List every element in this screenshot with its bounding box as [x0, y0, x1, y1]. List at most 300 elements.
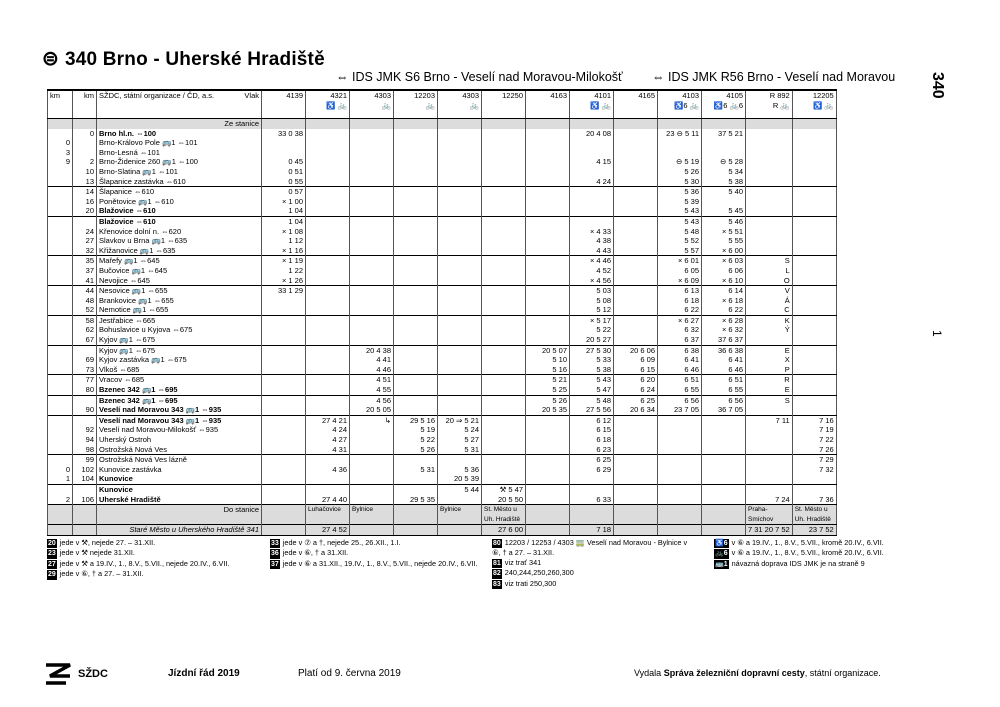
departure-time	[262, 474, 306, 484]
station-name: Bzenec 342 🚌1 ⇔695	[97, 385, 262, 395]
departure-time: × 6 01	[658, 256, 702, 266]
departure-time: 20 5 05	[350, 405, 394, 415]
departure-time	[792, 286, 836, 296]
station-name: Kunovice zastávka	[97, 465, 262, 475]
km-value-2: 92	[73, 425, 97, 435]
departure-time	[306, 335, 350, 345]
departure-time: 6 20	[614, 375, 658, 385]
departure-time	[350, 315, 394, 325]
departure-time	[438, 216, 482, 226]
departure-time	[614, 177, 658, 187]
departure-time: 7 16	[792, 415, 836, 425]
km-value	[48, 455, 73, 465]
departure-time: 5 26	[658, 167, 702, 177]
departure-time: 4 46	[350, 365, 394, 375]
departure-time: × 1 19	[262, 256, 306, 266]
train-header-4105	[702, 90, 746, 119]
departure-time	[482, 385, 526, 395]
departure-time: 5 38	[702, 177, 746, 187]
km-value-2: 67	[73, 335, 97, 345]
departure-time	[792, 375, 836, 385]
departure-time	[350, 276, 394, 286]
timetable-year: Jízdní řád 2019	[168, 668, 240, 679]
km-value	[48, 345, 73, 355]
departure-time: 4 27	[306, 435, 350, 445]
departure-time	[262, 138, 306, 148]
departure-time	[394, 365, 438, 375]
departure-time	[306, 157, 350, 167]
departure-time	[526, 296, 570, 306]
departure-time	[482, 256, 526, 266]
km-value-2	[73, 138, 97, 148]
train-number: 4303	[374, 91, 391, 100]
departure-time: × 4 46	[570, 256, 614, 266]
departure-time	[350, 197, 394, 207]
km-value	[48, 305, 73, 315]
footnote-marker: 83	[493, 580, 501, 588]
km-value	[48, 129, 73, 139]
departure-time	[350, 286, 394, 296]
station-name: Brno hl.n. ⇔100	[97, 129, 262, 139]
departure-time	[306, 355, 350, 365]
km-value	[48, 276, 73, 286]
departure-time	[614, 435, 658, 445]
departure-time: 27 4 52	[306, 525, 350, 536]
station-row	[48, 445, 837, 455]
km-value	[48, 335, 73, 345]
departure-time	[482, 435, 526, 445]
notes-col-4	[714, 538, 914, 569]
departure-time: 23 7 05	[658, 405, 702, 415]
departure-time: × 6 00	[702, 246, 746, 256]
station-row	[48, 465, 837, 475]
departure-time	[262, 345, 306, 355]
footnote-marker: 20	[48, 540, 56, 547]
departure-time	[526, 286, 570, 296]
departure-time	[614, 445, 658, 455]
departure-time	[746, 177, 793, 187]
departure-time	[702, 148, 746, 158]
departure-time: 7 29	[792, 455, 836, 465]
departure-time	[658, 425, 702, 435]
train-header-4103	[658, 90, 702, 119]
departure-time: 4 24	[306, 425, 350, 435]
footnote	[492, 558, 692, 568]
departure-time	[350, 325, 394, 335]
station-name: Staré Město u Uherského Hradiště 341	[97, 525, 262, 536]
station-row	[48, 167, 837, 177]
footnote-text: jede v ⚒, nejede 27. – 31.XII.	[59, 538, 156, 547]
departure-time	[438, 206, 482, 216]
departure-time	[482, 315, 526, 325]
departure-time	[482, 276, 526, 286]
departure-time	[746, 455, 793, 465]
departure-time	[746, 138, 793, 148]
km-value-2: 98	[73, 445, 97, 455]
header-row	[48, 90, 837, 119]
departure-time	[394, 206, 438, 216]
footnote-text: jede v ⑥, † a 31.XII.	[282, 548, 349, 558]
footnote-text: jede v ⚒ a 19.IV., 1., 8.V., 5.VII., nejede 20.IV., 6.VII.	[59, 558, 230, 568]
departure-time	[792, 315, 836, 325]
departure-time: 7 24	[746, 495, 793, 505]
departure-time	[482, 445, 526, 455]
departure-time	[350, 148, 394, 158]
departure-time	[702, 525, 746, 536]
departure-time: 29 5 16	[394, 415, 438, 425]
train-number: 4303	[462, 91, 479, 100]
departure-time	[792, 177, 836, 187]
departure-time	[394, 246, 438, 256]
train-number: 4103	[682, 91, 699, 100]
km-value-2	[73, 148, 97, 158]
departure-time	[350, 206, 394, 216]
departure-time: 7 31 20 7 52	[746, 525, 793, 536]
departure-time	[262, 415, 306, 425]
train-number: 12205	[812, 91, 834, 100]
train-number: 4139	[286, 91, 303, 100]
station-row	[48, 365, 837, 375]
departure-time	[658, 484, 702, 494]
station-name: Veselí nad Moravou 343 🚌1 ⇔935	[97, 415, 262, 425]
station-row	[48, 296, 837, 306]
station-row	[48, 148, 837, 158]
departure-time: 6 25	[614, 395, 658, 405]
departure-time	[394, 375, 438, 385]
route-line-r56: ⇔ IDS JMK R56 Brno - Veselí nad Moravou	[652, 70, 896, 84]
departure-time	[792, 355, 836, 365]
departure-time: 5 22	[394, 435, 438, 445]
departure-time	[482, 325, 526, 335]
departure-time	[746, 197, 793, 207]
footnote-text: jede v ⑥ a 31.XII., 19.IV., 1., 8.V., 5.VII., nejede 20.IV., 6.VII.	[282, 558, 478, 568]
departure-time: 5 30	[658, 177, 702, 187]
departure-time: 5 48	[658, 227, 702, 237]
departure-time	[306, 129, 350, 139]
departure-time	[792, 216, 836, 226]
station-name: Brno-Slatina 🚌1 ⇔101	[97, 167, 262, 177]
departure-time: × 6 09	[658, 276, 702, 286]
departure-time	[570, 206, 614, 216]
station-name: Mařefy 🚌1 ⇔645	[97, 256, 262, 266]
departure-time	[570, 138, 614, 148]
departure-time: 1 12	[262, 236, 306, 246]
departure-time	[394, 484, 438, 494]
departure-time	[746, 129, 793, 139]
departure-time	[262, 325, 306, 335]
from-stations-label: Ze stanice	[97, 119, 262, 129]
departure-time	[350, 246, 394, 256]
station-row	[48, 129, 837, 139]
departure-time: ⊖ 5 19	[658, 157, 702, 167]
station-row	[48, 395, 837, 405]
km-value	[48, 425, 73, 435]
departure-time	[350, 335, 394, 345]
departure-time: 5 46	[702, 216, 746, 226]
departure-time	[526, 484, 570, 494]
footnote-text: viz trať 341	[504, 557, 542, 567]
departure-time	[658, 495, 702, 505]
footnote-marker: 🚲6	[715, 550, 728, 558]
departure-time: 7 22	[792, 435, 836, 445]
departure-time	[614, 315, 658, 325]
departure-time	[350, 157, 394, 167]
departure-time	[614, 167, 658, 177]
departure-time	[570, 474, 614, 484]
train-header-R892	[746, 90, 793, 119]
departure-time	[438, 335, 482, 345]
departure-time	[482, 177, 526, 187]
departure-time	[526, 157, 570, 167]
departure-time	[438, 296, 482, 306]
departure-time: 6 25	[570, 455, 614, 465]
departure-time: 5 27	[438, 435, 482, 445]
departure-time: 5 43	[658, 206, 702, 216]
departure-time	[438, 495, 482, 505]
km-value-2: 0	[73, 129, 97, 139]
departure-time: 20 4 08	[570, 129, 614, 139]
departure-time	[614, 256, 658, 266]
train-header-4303	[350, 90, 394, 119]
km-value-2: 48	[73, 296, 97, 306]
departure-time	[394, 474, 438, 484]
train-facilities: ♿ 🚲	[590, 100, 611, 110]
km-value-2	[73, 525, 97, 536]
departure-time: O	[746, 276, 793, 286]
departure-time: × 6 28	[702, 315, 746, 325]
departure-time: 4 24	[570, 177, 614, 187]
station-name: Bučovice 🚌1 ⇔645	[97, 266, 262, 276]
departure-time	[526, 216, 570, 226]
km-value	[48, 385, 73, 395]
departure-time	[262, 525, 306, 536]
destination	[394, 505, 438, 525]
notes-col-2	[270, 538, 480, 569]
station-name: Slavkov u Brna 🚌1 ⇔635	[97, 236, 262, 246]
departure-time: 4 52	[570, 266, 614, 276]
departure-time	[746, 157, 793, 167]
departure-time: 1 04	[262, 216, 306, 226]
departure-time	[394, 197, 438, 207]
station-name: Vlkoš ⇔685	[97, 365, 262, 375]
departure-time	[746, 435, 793, 445]
departure-time: 6 38	[658, 345, 702, 355]
departure-time: 6 32	[658, 325, 702, 335]
station-row	[48, 138, 837, 148]
departure-time	[526, 335, 570, 345]
departure-time: 20 6 34	[614, 405, 658, 415]
departure-time: 6 33	[570, 495, 614, 505]
departure-time	[614, 525, 658, 536]
departure-time	[438, 129, 482, 139]
train-facilities: ♿ 🚲	[812, 100, 834, 110]
departure-time	[438, 138, 482, 148]
page-marker: 1	[930, 330, 944, 337]
departure-time	[306, 405, 350, 415]
footnote-text: jede v ⑥, † a 27. – 31.XII.	[59, 569, 144, 579]
departure-time: 5 43	[658, 216, 702, 226]
departure-time: S	[746, 395, 793, 405]
departure-time	[614, 266, 658, 276]
departure-time	[350, 266, 394, 276]
departure-time	[438, 236, 482, 246]
footnote	[492, 538, 692, 558]
departure-time: ⊖ 5 28	[702, 157, 746, 167]
timetable	[47, 89, 837, 536]
departure-time	[438, 365, 482, 375]
footnote-marker: 29	[48, 571, 56, 579]
departure-time	[614, 325, 658, 335]
departure-time: × 6 18	[702, 296, 746, 306]
footnote-marker: 27	[48, 560, 56, 568]
km-value	[48, 325, 73, 335]
station-row	[48, 256, 837, 266]
departure-time: 6 46	[702, 365, 746, 375]
departure-time: 6 51	[658, 375, 702, 385]
departure-time: 5 22	[570, 325, 614, 335]
operator-header: SŽDC, státní organizace / ČD, a.s. Vlak	[97, 90, 262, 119]
departure-time: 7 11	[746, 415, 793, 425]
departure-time	[482, 345, 526, 355]
footnote	[714, 538, 914, 548]
station-row	[48, 495, 837, 505]
departure-time	[792, 276, 836, 286]
departure-time	[792, 474, 836, 484]
departure-time: 20 4 38	[350, 345, 394, 355]
station-name: Nesovice 🚌1 ⇔655	[97, 286, 262, 296]
km-value	[48, 296, 73, 306]
km-value	[48, 395, 73, 405]
departure-time: 6 18	[658, 296, 702, 306]
departure-time	[262, 455, 306, 465]
departure-time	[306, 177, 350, 187]
departure-time	[438, 455, 482, 465]
departure-time	[482, 138, 526, 148]
departure-time	[658, 455, 702, 465]
departure-time: 7 18	[570, 525, 614, 536]
train-icon: ⊜	[42, 48, 59, 70]
train-number: 4105	[726, 91, 743, 100]
km-value: 2	[48, 495, 73, 505]
departure-time	[614, 236, 658, 246]
departure-time	[438, 395, 482, 405]
departure-time	[482, 365, 526, 375]
station-name: Brno-Královo Pole 🚌1 ⇔101	[97, 138, 262, 148]
departure-time	[482, 129, 526, 139]
station-name: Brankovice 🚌1 ⇔655	[97, 296, 262, 306]
departure-time	[614, 187, 658, 197]
departure-time	[306, 216, 350, 226]
departure-time	[350, 138, 394, 148]
departure-time: 36 6 38	[702, 345, 746, 355]
footnote-marker: 37	[271, 560, 279, 568]
departure-time	[702, 474, 746, 484]
station-row	[48, 385, 837, 395]
departure-time: × 6 03	[702, 256, 746, 266]
departure-time	[614, 305, 658, 315]
departure-time: 4 36	[306, 465, 350, 475]
departure-time	[526, 256, 570, 266]
departure-time	[262, 425, 306, 435]
departure-time	[658, 474, 702, 484]
train-header-4303	[438, 90, 482, 119]
departure-time	[614, 455, 658, 465]
departure-time	[658, 148, 702, 158]
departure-time: 20 5 27	[570, 335, 614, 345]
departure-time	[350, 495, 394, 505]
train-number: R 892	[769, 91, 790, 100]
km-header-2: km	[73, 90, 97, 119]
departure-time	[746, 206, 793, 216]
departure-time	[526, 236, 570, 246]
station-row	[48, 177, 837, 187]
departure-time	[614, 157, 658, 167]
departure-time: 5 36	[438, 465, 482, 475]
km-value-2: 58	[73, 315, 97, 325]
departure-time	[570, 148, 614, 158]
departure-time	[482, 425, 526, 435]
departure-time	[262, 148, 306, 158]
departure-time: 33 0 38	[262, 129, 306, 139]
km-value-2: 52	[73, 305, 97, 315]
train-facilities: ♿ 🚲	[326, 100, 347, 110]
departure-time	[394, 129, 438, 139]
departure-time	[526, 167, 570, 177]
departure-time: 20 6 06	[614, 345, 658, 355]
departure-time: C	[746, 305, 793, 315]
footnote	[714, 559, 914, 569]
departure-time: 20 5 39	[438, 474, 482, 484]
km-value	[48, 246, 73, 256]
train-number: 4321	[330, 91, 347, 100]
departure-time: 6 37	[658, 335, 702, 345]
departure-time: × 6 32	[702, 325, 746, 335]
departure-time	[482, 286, 526, 296]
departure-time	[394, 256, 438, 266]
departure-time	[526, 425, 570, 435]
footnote-text: 12203 / 12253 / 4303 🚃 Veselí nad Moravou - Bylnice v ⑥, † a 27. – 31.XII.	[492, 538, 688, 558]
km-value-2: 35	[73, 256, 97, 266]
km-value	[48, 197, 73, 207]
departure-time	[614, 296, 658, 306]
departure-time	[702, 435, 746, 445]
departure-time: 4 55	[350, 385, 394, 395]
departure-time: 4 43	[570, 246, 614, 256]
footnote-marker: 36	[271, 550, 279, 558]
departure-time	[526, 525, 570, 536]
departure-time	[792, 345, 836, 355]
departure-time: X	[746, 355, 793, 365]
departure-time	[614, 227, 658, 237]
footnote-text: v ⑥ a 19.IV., 1., 8.V., 5.VII., kromě 20.IV., 6.VII.	[731, 538, 884, 547]
departure-time: K	[746, 315, 793, 325]
footnote	[270, 559, 480, 569]
departure-time	[394, 385, 438, 395]
departure-time	[394, 157, 438, 167]
departure-time	[792, 335, 836, 345]
departure-time: S	[746, 256, 793, 266]
km-value: 9	[48, 157, 73, 167]
departure-time	[702, 495, 746, 505]
departure-time	[306, 474, 350, 484]
departure-time	[792, 197, 836, 207]
destination	[262, 505, 306, 525]
departure-time	[438, 157, 482, 167]
train-header-12250	[482, 90, 526, 119]
departure-time: 6 51	[702, 375, 746, 385]
km-value-2: 14	[73, 187, 97, 197]
notes-col-1	[47, 538, 277, 580]
